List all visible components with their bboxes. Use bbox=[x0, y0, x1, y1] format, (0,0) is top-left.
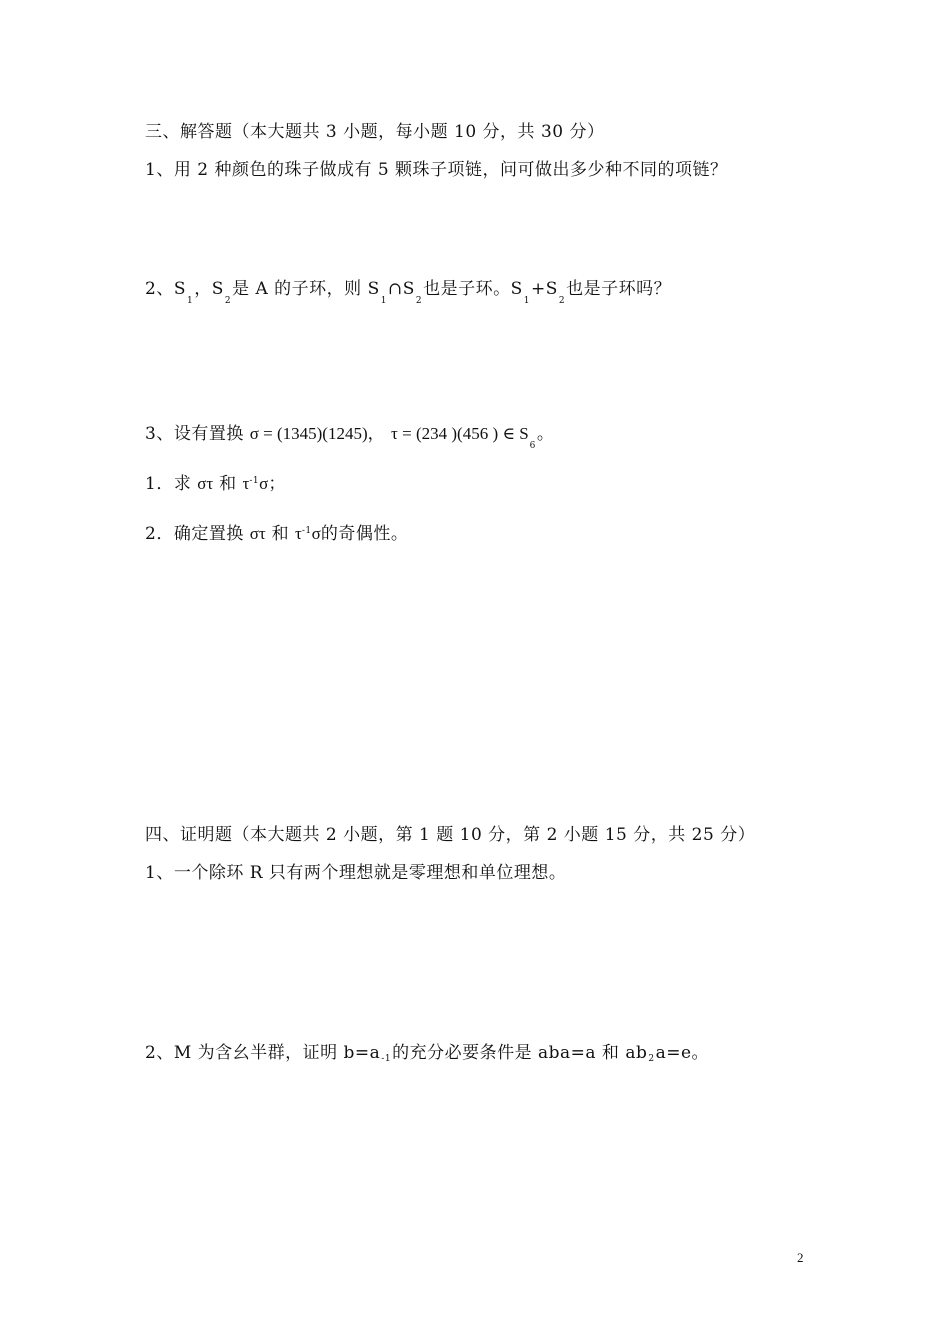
question-4-2: 2、M 为含幺半群，证明 b=a-1的充分必要条件是 aba=a 和 ab2a=e。 bbox=[145, 1043, 710, 1064]
section-4-heading: 四、证明题（本大题共 2 小题，第 1 题 10 分，第 2 小题 15 分，共 25 分） bbox=[145, 825, 756, 845]
question-3-1: 1、用 2 种颜色的珠子做成有 5 颗珠子项链，问可做出多少种不同的项链？ bbox=[145, 160, 728, 180]
question-4-1: 1、一个除环 R 只有两个理想就是零理想和单位理想。 bbox=[145, 863, 567, 883]
sigma-definition: σ = (1345)(1245) bbox=[249, 424, 368, 443]
question-3-2: 2、$S_1$，$S_2$是 A 的子环，则 $S_1\cap S_2$也是子环。$S_1+S_2$也是子环吗？ bbox=[145, 279, 672, 306]
page-number: 2 bbox=[797, 1250, 804, 1265]
section-3-heading: 三、解答题（本大题共 3 小题，每小题 10 分，共 30 分） bbox=[145, 122, 605, 142]
question-3-3-part-1: 1．求 στ 和 $\tau^{-1}\sigma$； bbox=[145, 474, 286, 494]
question-3-3: 3、设有置换 σ = (1345)(1245)， τ = (234 )(456 ) ∈ $S_6$。 bbox=[145, 424, 555, 451]
tau-definition: τ = (234 )(456 ) ∈ S bbox=[391, 424, 529, 443]
question-3-3-part-2: 2．确定置换 στ 和 $\tau^{-1}\sigma$的奇偶性。 bbox=[145, 524, 409, 544]
